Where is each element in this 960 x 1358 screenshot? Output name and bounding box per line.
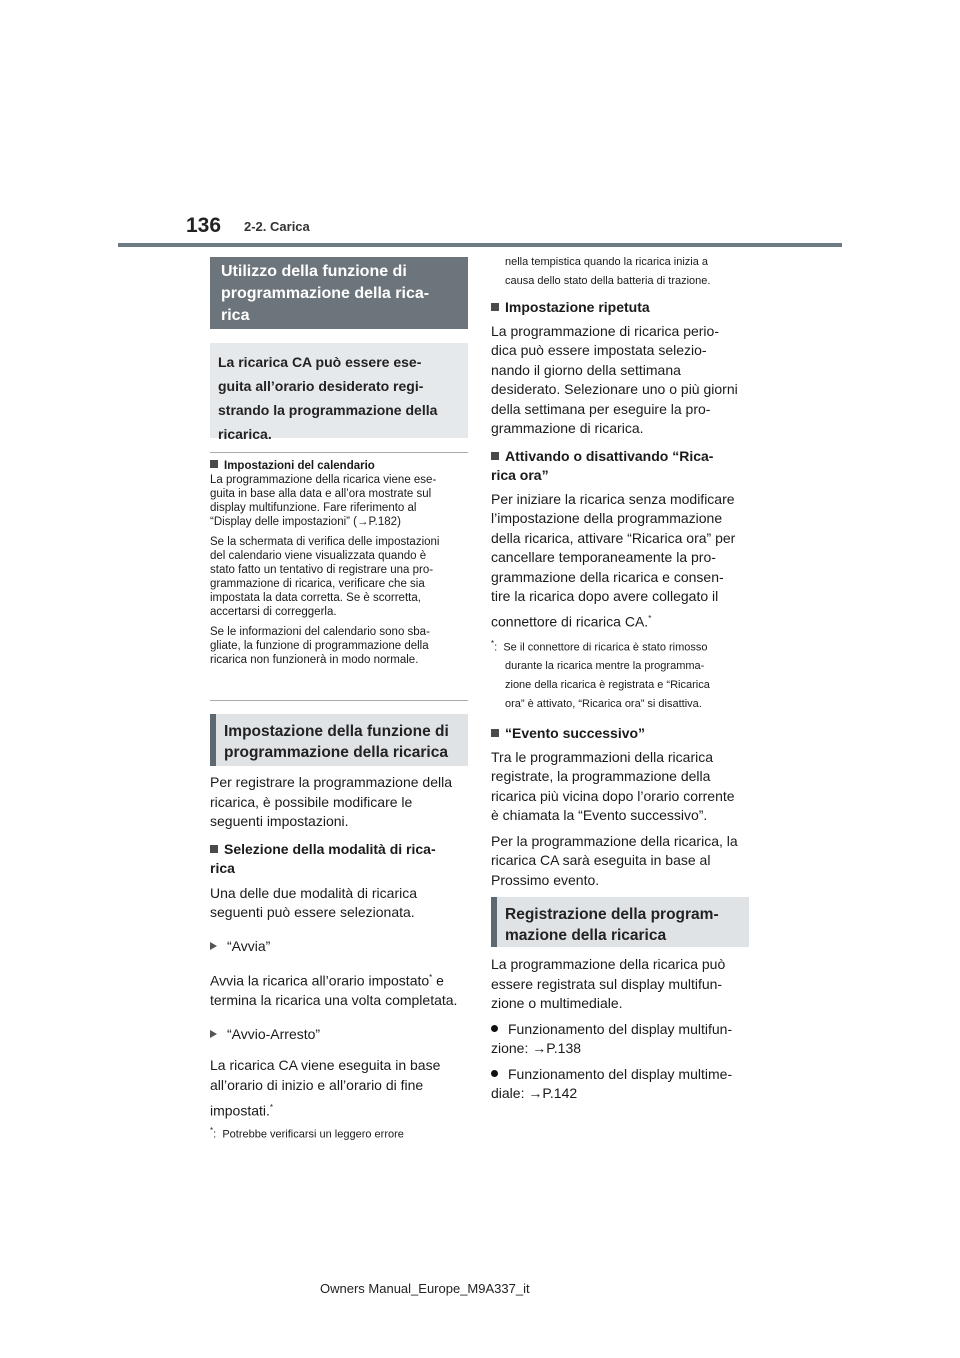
footnote-2: *: Se il connettore di ricarica è stato rimosso durante la ricarica mentre la programma- zione della ricarica è registrata e “Ricarica ora” è attivato, “Ricarica ora” si disattiva. <box>491 638 710 711</box>
footnote-1-continued: nella tempistica quando la ricarica inizia a causa dello stato della batteria di trazione. <box>505 256 711 287</box>
calendar-heading: Impostazioni del calendario <box>210 459 468 473</box>
divider <box>210 700 468 701</box>
bullet-multifunction-display: Funzionamento del display multifun- zione: →P.138 <box>491 1020 749 1059</box>
heading-line: Registrazione della program- <box>505 906 719 923</box>
heading-line: programmazione della ricarica <box>224 744 448 761</box>
option-avvio-arresto: “Avvio-Arresto” <box>210 1025 468 1045</box>
section-heading-usage <box>210 257 468 329</box>
registration-paragraph: La programmazione della ricarica può essere registrata sul display multifun- zione o multimediale. <box>491 956 726 1011</box>
intro-line: La ricarica CA può essere ese- <box>218 354 422 370</box>
intro-line: guita all’orario desiderato regi- <box>218 378 424 394</box>
triangle-bullet-icon <box>210 1030 217 1038</box>
option-avvia-paragraph: Avvia la ricarica all’orario impostato* e termina la ricarica una volta completata. <box>210 972 458 1009</box>
header-rule <box>118 243 842 247</box>
square-bullet-icon <box>491 729 499 737</box>
footer-text: Owners Manual_Europe_M9A337_it <box>320 1281 530 1296</box>
column-2-body <box>491 298 749 890</box>
settings-body <box>210 773 468 1145</box>
bullet-dot-icon <box>491 1025 498 1032</box>
charge-now-paragraph: Per iniziare la ricarica senza modificare l’impostazione della programmazione della ricarica, attivare “Ricarica ora” per cancellare temporaneamente la pro- grammazione della ricarica e consen- tire la ricarica dopo avere collegato il connettore di ricarica CA.* <box>491 490 736 630</box>
calendar-section <box>210 459 468 667</box>
charge-now-heading: Attivando o disattivando “Rica- rica ora” <box>491 447 714 483</box>
square-bullet-icon <box>491 452 499 460</box>
heading-line: mazione della ricarica <box>505 927 667 944</box>
intro-line: strando la programmazione della <box>218 402 438 418</box>
intro-box <box>210 343 468 442</box>
triangle-bullet-icon <box>210 942 217 950</box>
square-bullet-icon <box>210 460 218 468</box>
registration-body <box>491 955 749 1104</box>
next-event-paragraph-2: Per la programmazione della ricarica, la ricarica CA sarà eseguita in base al Prossimo evento. <box>491 832 738 888</box>
mode-heading: Selezione della modalità di rica- rica <box>210 840 436 876</box>
bullet-multimedia-display: Funzionamento del display multime- diale: →P.142 <box>491 1065 749 1104</box>
heading-line: rica <box>221 307 250 324</box>
page-link[interactable]: diale: →P.142 <box>491 1085 578 1101</box>
option-avvio-arresto-paragraph: La ricarica CA viene eseguita in base all’orario di inizio e all’orario di fine impostati.* <box>210 1057 441 1119</box>
next-event-paragraph: Tra le programmazioni della ricarica registrate, la programmazione della ricarica più vicina dopo l’orario corrente è chiamata la “Evento successivo”. <box>491 748 735 824</box>
settings-intro: Per registrare la programmazione della ricarica, è possibile modificare le seguenti impostazioni. <box>210 774 452 829</box>
option-avvia: “Avvia” <box>210 937 468 957</box>
section-title: 2-2. Carica <box>244 219 310 234</box>
divider <box>210 452 468 453</box>
mode-paragraph: Una delle due modalità di ricarica seguenti può essere selezionata. <box>210 884 417 920</box>
page-number: 136 <box>186 214 222 237</box>
calendar-paragraph-2: Se la schermata di verifica delle impostazioni del calendario viene visualizzata quando è stato fatto un tentativo di registrare una pro- grammazione di ricarica, verificare che sia impostata la data corretta. Se è scorretta, accertarsi di correggerla. <box>210 536 440 618</box>
repeat-heading: Impostazione ripetuta <box>491 298 749 318</box>
section-heading-settings <box>210 714 468 766</box>
next-event-heading: “Evento successivo” <box>491 724 749 744</box>
intro-line: ricarica. <box>218 426 272 442</box>
square-bullet-icon <box>491 303 499 311</box>
heading-line: Utilizzo della funzione di <box>221 263 407 280</box>
footnote-1: *: Potrebbe verificarsi un leggero errore <box>210 1126 404 1141</box>
calendar-paragraph-3: Se le informazioni del calendario sono sba- gliate, la funzione di programmazione della ricarica non funzionerà in modo normale. <box>210 626 430 666</box>
section-heading-registration <box>491 897 749 947</box>
heading-line: Impostazione della funzione di <box>224 723 449 740</box>
repeat-paragraph: La programmazione di ricarica perio- dica può essere impostata selezio- nando il giorno della settimana desiderato. Selezionare uno o più giorni della settimana per eseguire la pro- grammazione di ricarica. <box>491 322 738 436</box>
heading-line: programmazione della rica- <box>221 285 430 302</box>
bullet-dot-icon <box>491 1070 498 1077</box>
calendar-paragraph-1: La programmazione della ricarica viene ese- guita in base alla data e all’ora mostrate sul display multifunzione. Fare riferimento al “Display delle impostazioni” (→P.182) <box>210 474 437 528</box>
square-bullet-icon <box>210 845 218 853</box>
page-link[interactable]: zione: →P.138 <box>491 1040 582 1056</box>
